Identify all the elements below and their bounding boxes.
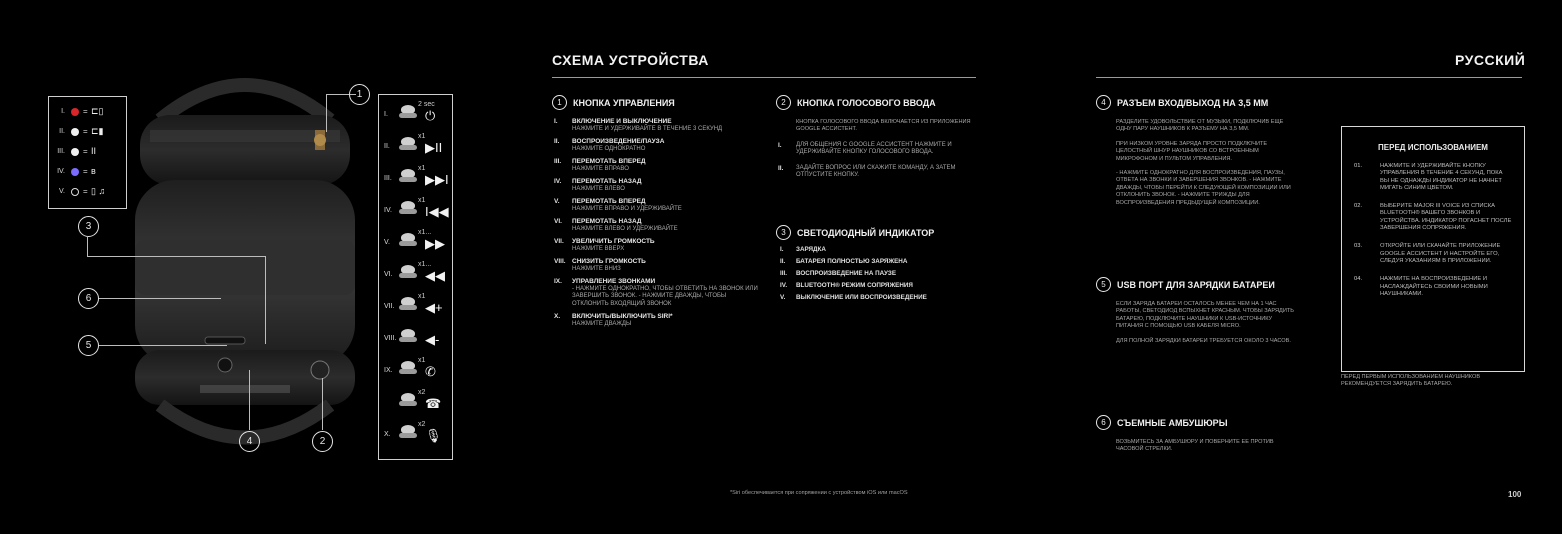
- item-title: ПЕРЕМОТАТЬ ВПЕРЕД: [572, 158, 646, 165]
- led-dot: [71, 128, 79, 136]
- item-number: IV.: [780, 282, 788, 289]
- section-3-title: СВЕТОДИОДНЫЙ ИНДИКАТОР: [797, 227, 935, 238]
- control-row-number: IX.: [384, 367, 393, 374]
- control-item: [554, 238, 762, 253]
- led-row: [49, 163, 126, 181]
- control-item: [554, 313, 762, 328]
- led-legend: [48, 96, 127, 209]
- volume-down-icon: ◀-: [425, 332, 440, 347]
- led-equals: =: [83, 127, 88, 136]
- section-5: [1096, 276, 1296, 345]
- section-4-p1: РАЗДЕЛИТЕ УДОВОЛЬСТВИЕ ОТ МУЗЫКИ, ПОДКЛЮЧИВ ЕЩЕ ОДНУ ПАРУ НАУШНИКОВ К РАЗЪЕМУ НА 3,5 ММ.: [1116, 119, 1284, 133]
- section-6-number: 6: [1096, 415, 1111, 430]
- led-row: [49, 123, 126, 141]
- section-1-title: КНОПКА УПРАВЛЕНИЯ: [573, 97, 675, 108]
- joystick-base: [399, 113, 417, 118]
- item-desc: ЗАДАЙТЕ ВОПРОС ИЛИ СКАЖИТЕ КОМАНДУ, А ЗАТЕМ ОТПУСТИТЕ КНОПКУ.: [796, 164, 956, 179]
- led-row-number: IV.: [57, 168, 65, 175]
- control-row-number: V.: [384, 239, 390, 246]
- battery-full-icon: ⊏▮: [91, 126, 104, 136]
- section-5-number: 5: [1096, 277, 1111, 292]
- voice-item: [778, 141, 976, 157]
- led-item: [780, 246, 976, 254]
- item-desc: ВЫБЕРИТЕ MAJOR III VOICE ИЗ СПИСКА BLUETOOTH® ВАШЕГО ЗВОНКОВ И УСТРОЙСТВА. ИНДИКАТОР ПОГАСНЕТ ПОСЛЕ ЗАВЕРШЕНИЯ СОПРЯЖЕНИЯ.: [1380, 203, 1512, 232]
- item-desc: НАЖМИТЕ НА ВОСПРОИЗВЕДЕНИЕ И НАСЛАЖДАЙТЕСЬ СВОИМИ НОВЫМИ НАУШНИКАМИ.: [1380, 276, 1488, 297]
- led-item: [780, 270, 976, 278]
- item-number: II.: [554, 138, 560, 145]
- page-title-right: РУССКИЙ: [1455, 52, 1526, 68]
- before-use-item: [1342, 243, 1524, 265]
- item-desc: НАЖМИТЕ ВПРАВО: [572, 165, 629, 172]
- control-press: x1: [418, 165, 426, 172]
- item-number: 04.: [1354, 276, 1363, 283]
- callout-2: 2: [312, 431, 333, 452]
- section-6-p1: ВОЗЬМИТЕСЬ ЗА АМБУШЮРУ И ПОВЕРНИТЕ ЕЕ ПРОТИВ ЧАСОВОЙ СТРЕЛКИ.: [1116, 439, 1274, 453]
- control-press: x2: [418, 389, 426, 396]
- item-desc: НАЖМИТЕ ОДНОКРАТНО: [572, 145, 646, 152]
- control-row: [379, 387, 452, 421]
- control-row: [379, 419, 452, 453]
- control-row: [379, 291, 452, 325]
- joystick-base: [399, 273, 417, 278]
- item-title: ВЫКЛЮЧЕНИЕ ИЛИ ВОСПРОИЗВЕДЕНИЕ: [796, 294, 927, 301]
- item-number: I.: [778, 141, 782, 149]
- item-number: I.: [780, 246, 784, 253]
- item-title: ПЕРЕМОТАТЬ ВПЕРЕД: [572, 198, 646, 205]
- next-track-icon: ▶▶I: [425, 172, 449, 187]
- section-3: [776, 224, 976, 302]
- control-row-number: III.: [384, 175, 392, 182]
- led-row: [49, 183, 126, 201]
- led-row-number: III.: [57, 148, 65, 155]
- control-row: [379, 195, 452, 229]
- callout-line-5: [99, 345, 227, 346]
- control-row-number: VI.: [384, 271, 393, 278]
- control-row-number: X.: [384, 431, 391, 438]
- led-item: [780, 282, 976, 290]
- section-4-p3: - НАЖМИТЕ ОДНОКРАТНО ДЛЯ ВОСПРОИЗВЕДЕНИЯ, ПАУЗЫ, ОТВЕТА НА ЗВОНКИ И ЗАВЕРШЕНИЯ ЗВОНКОВ. - НАЖМИТЕ ДВАЖДЫ, ЧТОБЫ ПЕРЕЙТИ К СЛЕДУЮЩЕЙ КОМПОЗИЦИИ ИЛИ ОТКЛОНИТЬ ЗВОНОК. - НАЖМИТЕ ТРИЖДЫ ДЛЯ ВОСПРОИЗВЕДЕНИЯ ПРЕДЫДУЩЕЙ КОМПОЗИЦИИ.: [1116, 170, 1291, 206]
- fast-forward-icon: ▶▶: [425, 236, 445, 251]
- control-item: [554, 258, 762, 273]
- page-title-left: СХЕМА УСТРОЙСТВА: [552, 52, 709, 68]
- led-equals: =: [83, 107, 88, 116]
- control-row: [379, 259, 452, 293]
- led-row: [49, 103, 126, 121]
- section-4: [1096, 94, 1296, 207]
- callout-6: 6: [78, 288, 99, 309]
- item-number: VII.: [554, 238, 564, 245]
- control-row: [379, 99, 452, 133]
- page-number: 100: [1508, 490, 1522, 499]
- callout-line-3: [87, 236, 88, 256]
- callout-line-3c: [265, 256, 266, 344]
- callout-line-6: [99, 298, 221, 299]
- item-title: ВКЛЮЧЕНИЕ И ВЫКЛЮЧЕНИЕ: [572, 118, 672, 125]
- section-5-title: USB ПОРТ ДЛЯ ЗАРЯДКИ БАТАРЕИ: [1117, 279, 1275, 290]
- section-4-title: РАЗЪЕМ ВХОД/ВЫХОД НА 3,5 ММ: [1117, 97, 1269, 108]
- control-row-number: II.: [384, 143, 390, 150]
- joystick-base: [399, 433, 417, 438]
- item-title: BLUETOOTH® РЕЖИМ СОПРЯЖЕНИЯ: [796, 282, 913, 289]
- led-dot: [71, 188, 79, 196]
- led-dot: [71, 148, 79, 156]
- power-icon: ⏻: [425, 108, 436, 123]
- item-number: V.: [554, 198, 560, 205]
- control-item: [554, 218, 762, 233]
- item-desc: НАЖМИТЕ И УДЕРЖИВАЙТЕ В ТЕЧЕНИЕ 3 СЕКУНД: [572, 125, 723, 132]
- item-title: ПЕРЕМОТАТЬ НАЗАД: [572, 218, 642, 225]
- item-number: III.: [554, 158, 562, 165]
- item-number: IX.: [554, 278, 562, 285]
- title-rule-right: [1096, 77, 1522, 78]
- bluetooth-icon: ʙ: [91, 166, 96, 176]
- section-3-number: 3: [776, 225, 791, 240]
- pause-icon: II: [91, 146, 97, 156]
- section-6: [1096, 414, 1296, 454]
- battery-charging-icon: ⊏▯: [91, 106, 104, 116]
- item-desc: - НАЖМИТЕ ОДНОКРАТНО, ЧТОБЫ ОТВЕТИТЬ НА ЗВОНОК ИЛИ ЗАВЕРШИТЬ ЗВОНОК. - НАЖМИТЕ ДВАЖДЫ, ЧТОБЫ ОТКЛОНИТЬ ВХОДЯЩИЙ ЗВОНОК: [572, 285, 758, 307]
- callout-5: 5: [78, 335, 99, 356]
- callout-3: 3: [78, 216, 99, 237]
- joystick-base: [399, 369, 417, 374]
- section-4-p2: ПРИ НИЗКОМ УРОВНЕ ЗАРЯДА ПРОСТО ПОДКЛЮЧИТЕ ЦЕЛОСТНЫЙ ШНУР НАУШНИКОВ СО ВСТРОЕННЫМ МИКРОФОНОМ И ПУЛЬТОМ УПРАВЛЕНИЯ.: [1116, 140, 1268, 162]
- joystick-base: [399, 337, 417, 342]
- item-number: 03.: [1354, 243, 1363, 250]
- section-2-items: [778, 141, 976, 180]
- led-equals: =: [83, 167, 88, 176]
- item-desc: ДЛЯ ОБЩЕНИЯ С GOOGLE АССИСТЕНТ НАЖМИТЕ И УДЕРЖИВАЙТЕ КНОПКУ ГОЛОСОВОГО ВВОДА.: [796, 141, 952, 156]
- before-use-item: [1342, 203, 1524, 232]
- callout-line-4: [249, 370, 250, 430]
- control-item: [554, 278, 762, 308]
- headphone-illustration: [120, 60, 370, 480]
- voice-item: [778, 164, 976, 180]
- led-item: [780, 258, 976, 266]
- previous-track-icon: I◀◀: [425, 204, 449, 219]
- control-row: [379, 163, 452, 197]
- control-press: x1...: [418, 261, 432, 268]
- before-use-box: [1341, 126, 1525, 372]
- control-row-number: VII.: [384, 303, 395, 310]
- section-6-title: СЪЕМНЫЕ АМБУШЮРЫ: [1117, 417, 1228, 428]
- item-number: VIII.: [554, 258, 566, 265]
- section-5-p1: ЕСЛИ ЗАРЯДА БАТАРЕИ ОСТАЛОСЬ МЕНЕЕ ЧЕМ НА 1 ЧАС РАБОТЫ, СВЕТОДИОД ВСПЫХНЕТ КРАСНЫМ. ЧТОБЫ ЗАРЯДИТЬ БАТАРЕЮ, ПОДКЛЮЧИТЕ НАУШНИКИ К USB-ИСТОЧНИКУ ПИТАНИЯ С ПОМОЩЬЮ USB КАБЕЛЯ MICRO.: [1116, 301, 1294, 330]
- control-row: [379, 323, 452, 357]
- item-title: ВОСПРОИЗВЕДЕНИЕ НА ПАУЗЕ: [796, 270, 897, 277]
- control-press: x1...: [418, 229, 432, 236]
- item-title: ВОСПРОИЗВЕДЕНИЕ/ПАУЗА: [572, 138, 665, 145]
- led-equals: =: [83, 187, 88, 196]
- section-1-items: [552, 118, 762, 328]
- item-title: СНИЗИТЬ ГРОМКОСТЬ: [572, 258, 646, 265]
- item-number: IV.: [554, 178, 562, 185]
- item-desc: НАЖМИТЕ ДВАЖДЫ: [572, 320, 632, 327]
- before-use-title: ПЕРЕД ИСПОЛЬЗОВАНИЕМ: [1378, 143, 1488, 152]
- section-3-items: [776, 246, 976, 302]
- section-2-title: КНОПКА ГОЛОСОВОГО ВВОДА: [797, 97, 936, 108]
- control-press: x1: [418, 357, 426, 364]
- item-desc: НАЖМИТЕ ВПРАВО И УДЕРЖИВАЙТЕ: [572, 205, 682, 212]
- joystick-base: [399, 401, 417, 406]
- joystick-base: [399, 177, 417, 182]
- joystick-base: [399, 241, 417, 246]
- callout-line-3b: [87, 256, 265, 257]
- control-press: x1: [418, 133, 426, 140]
- led-row: [49, 143, 126, 161]
- joystick-base: [399, 145, 417, 150]
- control-item: [554, 138, 762, 153]
- item-number: X.: [554, 313, 561, 320]
- control-item: [554, 118, 762, 133]
- control-row: [379, 227, 452, 261]
- title-rule-left: [552, 77, 976, 78]
- item-number: II.: [780, 258, 786, 265]
- callout-1: 1: [349, 84, 370, 105]
- control-row-number: VIII.: [384, 335, 397, 342]
- control-press: x1: [418, 197, 426, 204]
- item-title: ПЕРЕМОТАТЬ НАЗАД: [572, 178, 642, 185]
- control-item: [554, 158, 762, 173]
- control-press: x1: [418, 293, 426, 300]
- footnote: *Siri обеспечивается при сопряжении с устройством iOS или macOS: [730, 490, 908, 496]
- item-title: УВЕЛИЧИТЬ ГРОМКОСТЬ: [572, 238, 655, 245]
- control-legend: [378, 94, 453, 460]
- section-2-intro: КНОПКА ГОЛОСОВОГО ВВОДА ВКЛЮЧАЕТСЯ ИЗ ПРИЛОЖЕНИЯ GOOGLE АССИСТЕНТ.: [796, 119, 971, 133]
- phone-music-icon: ▯ ♫: [91, 186, 106, 196]
- callout-line-2: [322, 378, 323, 430]
- item-number: III.: [780, 270, 787, 277]
- joystick-base: [399, 209, 417, 214]
- rewind-icon: ◀◀: [425, 268, 445, 283]
- item-desc: НАЖМИТЕ ВВЕРХ: [572, 245, 625, 252]
- section-1-number: 1: [552, 95, 567, 110]
- led-row-number: V.: [59, 188, 65, 195]
- led-equals: =: [83, 147, 88, 156]
- item-title: БАТАРЕЯ ПОЛНОСТЬЮ ЗАРЯЖЕНА: [796, 258, 908, 265]
- section-2: [776, 94, 976, 180]
- before-use-items: [1342, 163, 1524, 298]
- control-row-number: I.: [384, 111, 388, 118]
- item-number: II.: [778, 164, 784, 172]
- control-row: [379, 355, 452, 389]
- item-desc: ОТКРОЙТЕ ИЛИ СКАЧАЙТЕ ПРИЛОЖЕНИЕ GOOGLE АССИСТЕНТ И НАСТРОЙТЕ ЕГО, СЛЕДУЯ УКАЗАНИЯМ В ПРИЛОЖЕНИИ.: [1380, 243, 1501, 264]
- section-4-number: 4: [1096, 95, 1111, 110]
- control-row-number: IV.: [384, 207, 392, 214]
- section-1: [552, 94, 762, 328]
- control-press: 2 sec: [418, 101, 435, 108]
- item-number: VI.: [554, 218, 562, 225]
- call-reject-icon: ☎: [425, 396, 442, 411]
- led-dot: [71, 108, 79, 116]
- before-use-item: [1342, 163, 1524, 192]
- item-desc: НАЖМИТЕ ВЛЕВО И УДЕРЖИВАЙТЕ: [572, 225, 678, 232]
- section-5-p2: ДЛЯ ПОЛНОЙ ЗАРЯДКИ БАТАРЕИ ТРЕБУЕТСЯ ОКОЛО 3 ЧАСОВ.: [1116, 337, 1291, 344]
- item-number: 02.: [1354, 203, 1363, 210]
- before-use-note: ПЕРЕД ПЕРВЫМ ИСПОЛЬЗОВАНИЕМ НАУШНИКОВ РЕКОМЕНДУЕТСЯ ЗАРЯДИТЬ БАТАРЕЮ.: [1341, 374, 1481, 388]
- item-desc: НАЖМИТЕ ВНИЗ: [572, 265, 621, 272]
- section-2-number: 2: [776, 95, 791, 110]
- volume-up-icon: ◀+: [425, 300, 443, 315]
- led-row-number: I.: [61, 108, 65, 115]
- call-answer-icon: ✆: [425, 364, 436, 379]
- callout-line-1b: [326, 94, 327, 132]
- item-desc: НАЖМИТЕ ВЛЕВО: [572, 185, 625, 192]
- illustration-panel: [0, 0, 520, 534]
- control-item: [554, 178, 762, 193]
- led-dot: [71, 168, 79, 176]
- joystick-base: [399, 305, 417, 310]
- item-desc: НАЖМИТЕ И УДЕРЖИВАЙТЕ КНОПКУ УПРАВЛЕНИЯ В ТЕЧЕНИЕ 4 СЕКУНД, ПОКА ВЫ НЕ ОДНАЖДЫ ИНДИКАТОР НЕ НАЧНЕТ МИГАТЬ СИНИМ ЦВЕТОМ.: [1380, 163, 1503, 191]
- play-pause-icon: ▶II: [425, 140, 443, 155]
- item-title: УПРАВЛЕНИЕ ЗВОНКАМИ: [572, 278, 656, 285]
- led-row-number: II.: [59, 128, 65, 135]
- before-use-item: [1342, 276, 1524, 298]
- control-row: [379, 131, 452, 165]
- item-number: I.: [554, 118, 558, 125]
- control-item: [554, 198, 762, 213]
- led-item: [780, 294, 976, 302]
- item-number: V.: [780, 294, 786, 301]
- item-title: ЗАРЯДКА: [796, 246, 826, 253]
- siri-mic-icon: 🎙: [425, 428, 442, 443]
- control-press: x2: [418, 421, 426, 428]
- item-title: ВКЛЮЧИТЬ/ВЫКЛЮЧИТЬ SIRI*: [572, 313, 673, 320]
- callout-4: 4: [239, 431, 260, 452]
- item-number: 01.: [1354, 163, 1363, 169]
